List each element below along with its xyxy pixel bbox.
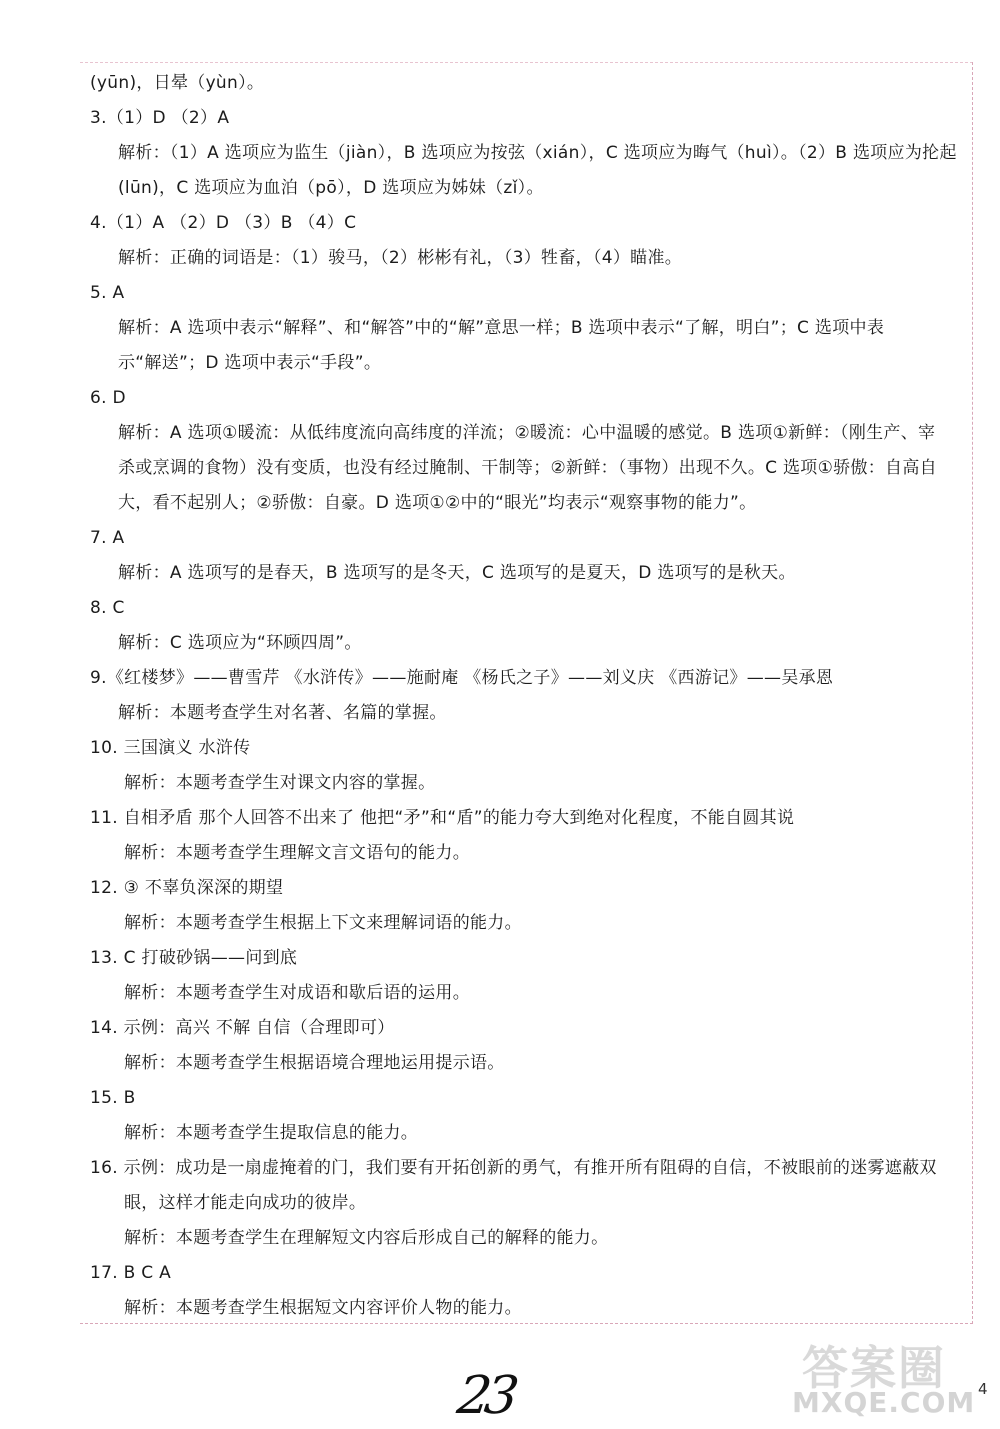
handwritten-page-number: 23 xyxy=(453,1366,517,1426)
question-8: 8. C xyxy=(90,598,125,618)
question-9: 9.《红楼梦》——曹雪芹 《水浒传》——施耐庵 《杨氏之子》——刘义庆 《西游记》——吴承恩 xyxy=(90,668,834,688)
question-4: 4.（1）A （2）D （3）B （4）C xyxy=(90,213,357,233)
analysis-6-cont: 杀或烹调的食物）没有变质，也没有经过腌制、干制等；②新鲜：（事物）出现不久。C 选项①骄傲：自高自 xyxy=(118,458,937,478)
question-13: 13. C 打破砂锅——问到底 xyxy=(90,948,298,968)
question-12: 12. ③ 不辜负深深的期望 xyxy=(90,878,284,898)
right-border xyxy=(972,62,973,1324)
analysis-10: 解析：本题考查学生对课文内容的掌握。 xyxy=(124,773,436,793)
analysis-16: 解析：本题考查学生在理解短文内容后形成自己的解释的能力。 xyxy=(124,1228,609,1248)
question-10: 10. 三国演义 水浒传 xyxy=(90,738,251,758)
analysis-5: 解析：A 选项中表示“解释”、和“解答”中的“解”意思一样；B 选项中表示“了解，明白”；C 选项中表 xyxy=(118,318,885,338)
page-edge-mark: 4 xyxy=(978,1380,988,1398)
bottom-border xyxy=(80,1323,973,1324)
analysis-8: 解析：C 选项应为“环顾四周”。 xyxy=(118,633,362,653)
question-7: 7. A xyxy=(90,528,125,548)
question-6: 6. D xyxy=(90,388,126,408)
analysis-11: 解析：本题考查学生理解文言文语句的能力。 xyxy=(124,843,470,863)
analysis-3: 解析：（1）A 选项应为监生（jiàn），B 选项应为按弦（xián），C 选项应为晦气（huì）。（2）B 选项应为抡起 xyxy=(118,143,957,163)
question-11: 11. 自相矛盾 那个人回答不出来了 他把“矛”和“盾”的能力夸大到绝对化程度，不能自圆其说 xyxy=(90,808,795,828)
watermark-top-text: 答案圈 xyxy=(802,1341,946,1395)
question-17: 17. B C A xyxy=(90,1263,172,1283)
analysis-15: 解析：本题考查学生提取信息的能力。 xyxy=(124,1123,419,1143)
question-5: 5. A xyxy=(90,283,125,303)
analysis-3-cont: (lūn)，C 选项应为血泊（pō），D 选项应为姊妹（zǐ）。 xyxy=(118,178,544,198)
analysis-5-cont: 示“解送”；D 选项中表示“手段”。 xyxy=(118,353,382,373)
text-line: (yūn)，日晕（yùn）。 xyxy=(90,73,265,93)
question-14: 14. 示例：高兴 不解 自信（合理即可） xyxy=(90,1018,395,1038)
analysis-7: 解析：A 选项写的是春天，B 选项写的是冬天，C 选项写的是夏天，D 选项写的是秋天。 xyxy=(118,563,796,583)
analysis-13: 解析：本题考查学生对成语和歇后语的运用。 xyxy=(124,983,470,1003)
watermark-logo xyxy=(792,1332,992,1424)
analysis-9: 解析：本题考查学生对名著、名篇的掌握。 xyxy=(118,703,447,723)
analysis-12: 解析：本题考查学生根据上下文来理解词语的能力。 xyxy=(124,913,522,933)
analysis-4: 解析：正确的词语是：（1）骏马，（2）彬彬有礼，（3）牲畜，（4）瞄准。 xyxy=(118,248,683,268)
analysis-17: 解析：本题考查学生根据短文内容评价人物的能力。 xyxy=(124,1298,522,1318)
analysis-14: 解析：本题考查学生根据语境合理地运用提示语。 xyxy=(124,1053,505,1073)
question-16-cont: 眼，这样才能走向成功的彼岸。 xyxy=(124,1193,367,1213)
analysis-6-cont2: 大，看不起别人；②骄傲：自豪。D 选项①②中的“眼光”均表示“观察事物的能力”。 xyxy=(118,493,757,513)
question-3: 3.（1）D （2）A xyxy=(90,108,230,128)
top-border xyxy=(80,62,973,63)
question-15: 15. B xyxy=(90,1088,136,1108)
watermark-bottom-text: MXQE.COM xyxy=(792,1386,976,1419)
analysis-6: 解析：A 选项①暖流：从低纬度流向高纬度的洋流；②暖流：心中温暖的感觉。B 选项①新鲜：（刚生产、宰 xyxy=(118,423,936,443)
question-16: 16. 示例：成功是一扇虚掩着的门，我们要有开拓创新的勇气，有推开所有阻碍的自信，不被眼前的迷雾遮蔽双 xyxy=(90,1158,937,1178)
